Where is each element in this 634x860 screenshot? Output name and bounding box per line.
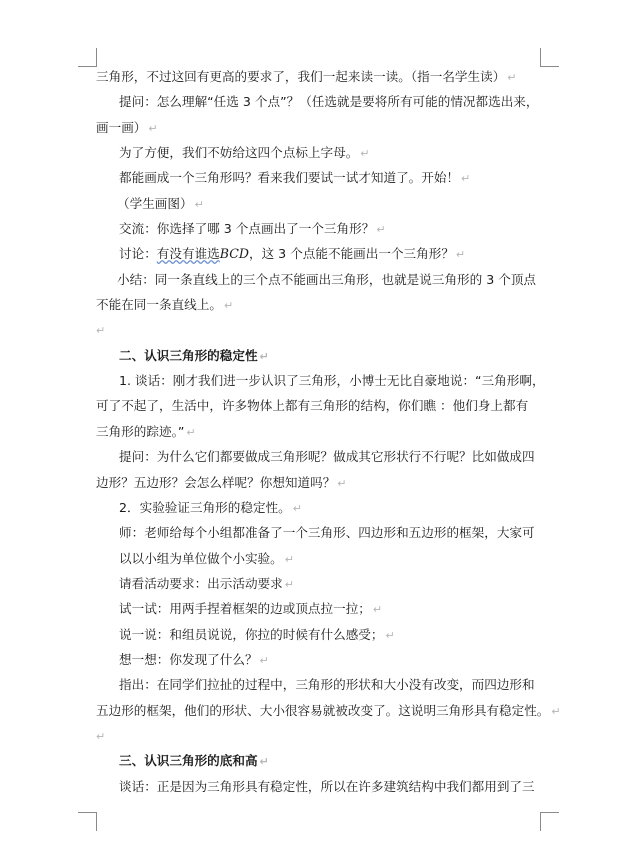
text-line <box>96 444 544 469</box>
text-line <box>96 64 544 89</box>
line-text: （学生画图） <box>117 195 193 211</box>
grammar-flagged-text: 有没有谁选 <box>156 246 220 262</box>
paragraph-mark-icon: ↵ <box>259 755 269 769</box>
line-text: 请看活动要求：出示活动要求 <box>119 575 283 591</box>
paragraph-mark-icon: ↵ <box>461 172 471 186</box>
line-text: 试一试：用两手捏着框架的边或顶点拉一拉； <box>119 601 371 617</box>
line-text: 2．实验验证三角形的稳定性。 <box>119 499 291 515</box>
empty-line <box>96 723 544 748</box>
paragraph-mark-icon: ↵ <box>284 577 294 591</box>
text-line <box>96 165 544 190</box>
paragraph-mark-icon: ↵ <box>148 121 158 135</box>
line-text: 都能画成一个三角形吗？看来我们要试一试才知道了。开始！ <box>119 170 460 186</box>
line-text: 谈话：正是因为三角形具有稳定性，所以在许多建筑结构中我们都用到了三 <box>119 778 535 794</box>
paragraph-mark-icon: ↵ <box>259 653 269 667</box>
text-line <box>96 495 544 520</box>
line-text: 说一说：和组员说说，你拉的时候有什么感受； <box>119 626 384 642</box>
paragraph-mark-icon: ↵ <box>284 552 294 566</box>
paragraph-mark-icon: ↵ <box>292 501 302 515</box>
crop-mark-bottom-right <box>540 812 559 831</box>
line-text: 边形？五边形？会怎么样呢？你想知道吗？ <box>96 474 336 490</box>
text-line <box>96 216 544 241</box>
text-line <box>96 596 544 621</box>
line-text: 为了方便，我们不妨给这四个点标上字母。 <box>119 145 359 161</box>
paragraph-mark-icon: ↵ <box>194 197 204 211</box>
text-line <box>96 115 544 140</box>
text-line <box>96 571 544 596</box>
section-heading <box>96 748 544 773</box>
line-text: 三角形，不过这回有更高的要求了，我们一起来读一读。（指一名学生读） <box>96 69 506 84</box>
document-body[interactable] <box>96 64 561 799</box>
line-text: 三角形的踪迹。” <box>96 423 185 439</box>
paragraph-mark-icon: ↵ <box>372 603 383 617</box>
text-line <box>96 241 544 266</box>
text-line <box>96 368 544 393</box>
paragraph-mark-icon: ↵ <box>360 147 370 161</box>
line-text: 交流：你选择了哪 3 个点画出了一个三角形？ <box>119 221 375 237</box>
line-text: 想一想：你发现了什么？ <box>119 651 258 667</box>
paragraph-mark-icon: ↵ <box>376 223 386 237</box>
text-line <box>96 89 544 114</box>
line-text: 三、认识三角形的底和高 <box>119 753 258 769</box>
text-line <box>96 470 544 495</box>
line-text: ，这 3 个点能不能画出一个三角形？ <box>248 246 454 262</box>
line-text: 师：老师给每个小组都准备了一个三角形、四边形和五边形的框架，大家可 <box>119 525 535 541</box>
crop-mark-bottom-left <box>78 812 97 831</box>
paragraph-mark-icon: ↵ <box>551 704 561 718</box>
text-line <box>96 546 544 571</box>
paragraph-mark-icon: ↵ <box>385 628 395 642</box>
line-text: 画一画） <box>96 119 147 135</box>
paragraph-mark-icon: ↵ <box>96 324 106 338</box>
text-line <box>96 647 544 672</box>
text-line <box>96 140 544 165</box>
line-text: 可了不起了，生活中，许多物体上都有三角形的结构，你们瞧 ：他们身上都有 <box>96 398 529 414</box>
paragraph-mark-icon: ↵ <box>507 71 517 84</box>
paragraph-mark-icon: ↵ <box>186 425 196 439</box>
section-heading <box>96 343 544 368</box>
text-line <box>96 191 544 216</box>
line-text: 提问：为什么它们都要做成三角形呢？做成其它形状行不行呢？比如做成四 <box>119 449 535 465</box>
line-text: 小结：同一条直线上的三个点不能画出三角形，也就是说三角形的 3 个顶点 <box>117 271 537 287</box>
empty-line <box>96 317 544 342</box>
text-line <box>96 698 561 723</box>
line-text: 五边形的框架，他们的形状、大小很容易就被改变了。这说明三角形具有稳定性。 <box>96 702 550 718</box>
line-text: 指出：在同学们拉扯的过程中，三角形的形状和大小没有改变，而四边形和 <box>119 677 535 693</box>
paragraph-mark-icon: ↵ <box>96 729 106 743</box>
text-line <box>96 267 544 292</box>
text-line <box>96 393 544 418</box>
point-label: BCD <box>219 246 249 262</box>
text-line <box>96 520 544 545</box>
text-line <box>96 774 544 799</box>
crop-mark-top-left <box>78 48 97 67</box>
line-text: 提问：怎么理解“任选 3 个点”？（任选就是要将所有可能的情况都选出来， <box>119 94 539 110</box>
paragraph-mark-icon: ↵ <box>337 476 347 490</box>
line-text: 以以小组为单位做个小实验。 <box>119 550 283 566</box>
text-line <box>96 672 544 697</box>
line-text: 1. 谈话：刚才我们进一步认识了三角形，小博士无比自豪地说：“三角形啊， <box>119 373 545 389</box>
text-line <box>96 419 544 444</box>
text-line <box>96 292 544 317</box>
paragraph-mark-icon: ↵ <box>455 248 466 262</box>
text-line <box>96 622 544 647</box>
line-text: 不能在同一条直线上。 <box>96 297 222 313</box>
line-text: 讨论： <box>119 246 157 262</box>
line-text: 二、认识三角形的稳定性 <box>119 347 258 363</box>
paragraph-mark-icon: ↵ <box>223 299 234 313</box>
paragraph-mark-icon: ↵ <box>259 349 269 363</box>
